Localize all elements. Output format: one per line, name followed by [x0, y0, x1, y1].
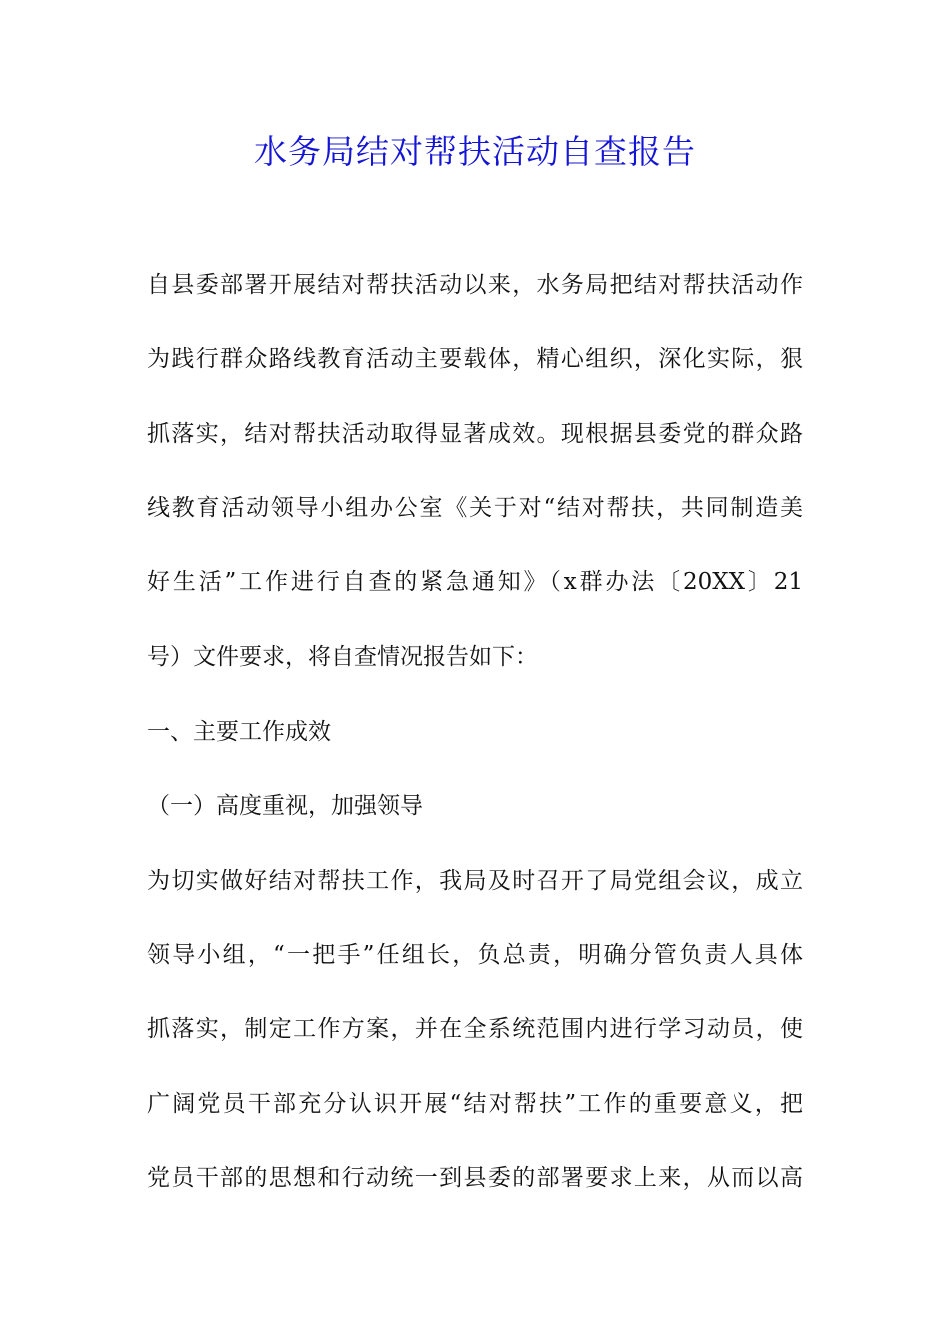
paragraph-line: 党员干部的思想和行动统一到县委的部署要求上来，从而以高 — [147, 1165, 803, 1191]
paragraph-line: 好生活”工作进行自查的紧急通知》（x群办法〔20XX〕21 — [147, 569, 803, 595]
paragraph-line: 领导小组，“一把手”任组长，负总责，明确分管负责人具体 — [147, 942, 803, 968]
section-heading: 一、主要工作成效 — [147, 719, 331, 745]
paragraph-line: 抓落实，制定工作方案，并在全系统范围内进行学习动员，使 — [147, 1016, 803, 1042]
subsection-heading: （一）高度重视，加强领导 — [147, 793, 423, 819]
paragraph-line: 号）文件要求，将自查情况报告如下： — [147, 644, 538, 670]
document-title: 水务局结对帮扶活动自查报告 — [254, 132, 696, 171]
paragraph-line: 线教育活动领导小组办公室《关于对“结对帮扶，共同制造美 — [147, 495, 803, 521]
paragraph-line: 为切实做好结对帮扶工作，我局及时召开了局党组会议，成立 — [147, 868, 803, 894]
paragraph-line: 抓落实，结对帮扶活动取得显著成效。现根据县委党的群众路 — [147, 421, 803, 447]
paragraph-line: 广阔党员干部充分认识开展“结对帮扶”工作的重要意义，把 — [147, 1091, 803, 1117]
paragraph-line: 为践行群众路线教育活动主要载体，精心组织，深化实际，狠 — [147, 346, 803, 372]
paragraph-line: 自县委部署开展结对帮扶活动以来，水务局把结对帮扶活动作 — [147, 272, 803, 298]
